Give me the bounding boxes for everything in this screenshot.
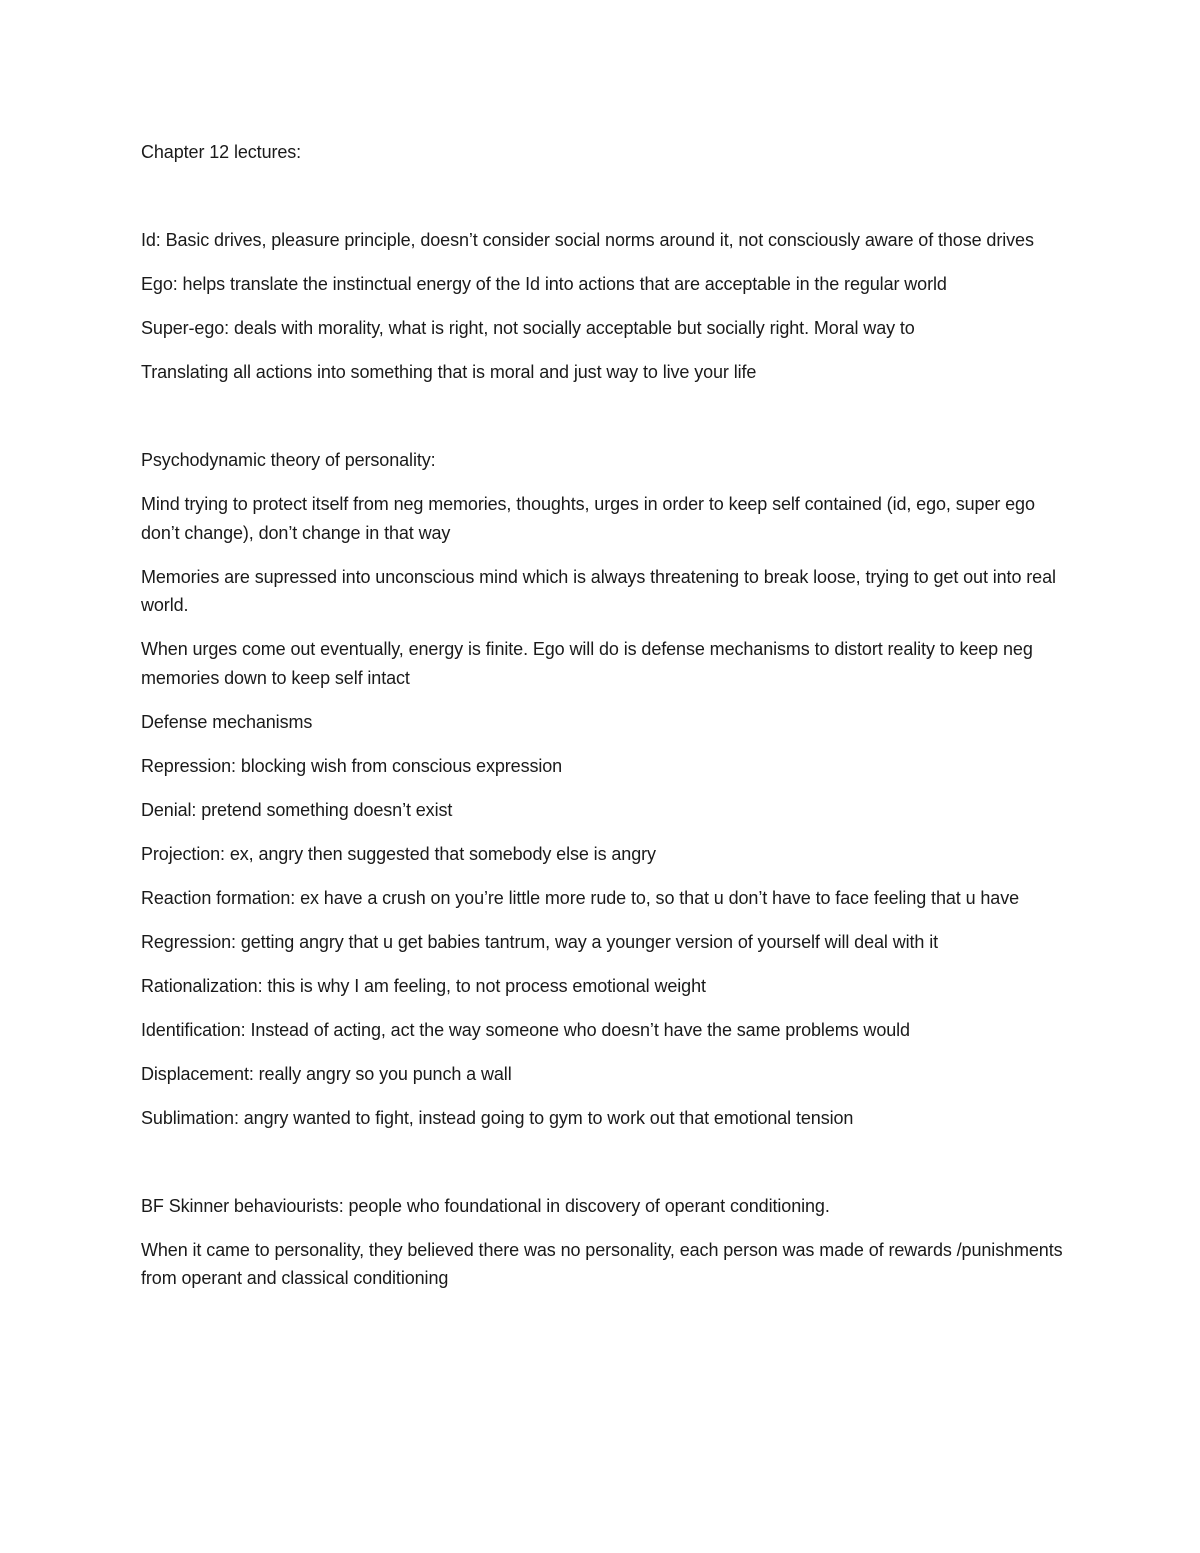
section-id-ego-superego [141, 226, 1071, 387]
section-skinner [141, 1192, 1071, 1293]
spacer [141, 402, 1071, 446]
section-heading-psychodynamic: Psychodynamic theory of personality: [141, 450, 436, 470]
paragraph-mind-protect: Mind trying to protect itself from neg memories, thoughts, urges in order to keep self contained (id, ego, super ego don’t change), don’t change in that way [141, 494, 1035, 543]
paragraph-displacement: Displacement: really angry so you punch a wall [141, 1063, 512, 1084]
paragraph-urges: When urges come out eventually, energy is finite. Ego will do is defense mechanisms to distort reality to keep neg memories down to keep self intact [141, 639, 1033, 688]
paragraph-repression: Repression: blocking wish from conscious expression [141, 755, 563, 776]
paragraph-rationalization: Rationalization: this is why I am feeling, to not process emotional weight [141, 975, 706, 996]
paragraph-identification: Identification: Instead of acting, act the way someone who doesn’t have the same problems would [141, 1019, 910, 1040]
paragraph-super-ego: Super-ego: deals with morality, what is right, not socially acceptable but socially right. Moral way to [141, 318, 915, 338]
paragraph-sublimation: Sublimation: angry wanted to fight, instead going to gym to work out that emotional tension [141, 1107, 854, 1128]
paragraph-reaction-formation: Reaction formation: ex have a crush on you’re little more rude to, so that u don’t have to face feeling that u have [141, 887, 1020, 908]
spacer [141, 1148, 1071, 1192]
section-psychodynamic [141, 446, 1071, 1132]
chapter-heading: Chapter 12 lectures: [141, 142, 302, 162]
paragraph-defense-mechanisms: Defense mechanisms [141, 711, 313, 732]
paragraph-projection: Projection: ex, angry then suggested that somebody else is angry [141, 843, 656, 864]
paragraph-regression: Regression: getting angry that u get babies tantrum, way a younger version of yourself will deal with it [141, 931, 939, 952]
paragraph-denial: Denial: pretend something doesn’t exist [141, 799, 453, 820]
paragraph-memories: Memories are supressed into unconscious mind which is always threatening to break loose, trying to get out into real world. [141, 566, 1056, 615]
paragraph-ego: Ego: helps translate the instinctual energy of the Id into actions that are acceptable in the regular world [141, 274, 947, 294]
paragraph-personality: When it came to personality, they believed there was no personality, each person was made of rewards /punishments from operant and classical conditioning [141, 1239, 1063, 1288]
document-body [141, 138, 1071, 1308]
paragraph-skinner: BF Skinner behaviourists: people who foundational in discovery of operant conditioning. [141, 1195, 830, 1216]
paragraph-translating: Translating all actions into something that is moral and just way to live your life [141, 362, 757, 382]
paragraph-id: Id: Basic drives, pleasure principle, doesn’t consider social norms around it, not consciously aware of those drives [141, 230, 1034, 250]
spacer [141, 182, 1071, 226]
